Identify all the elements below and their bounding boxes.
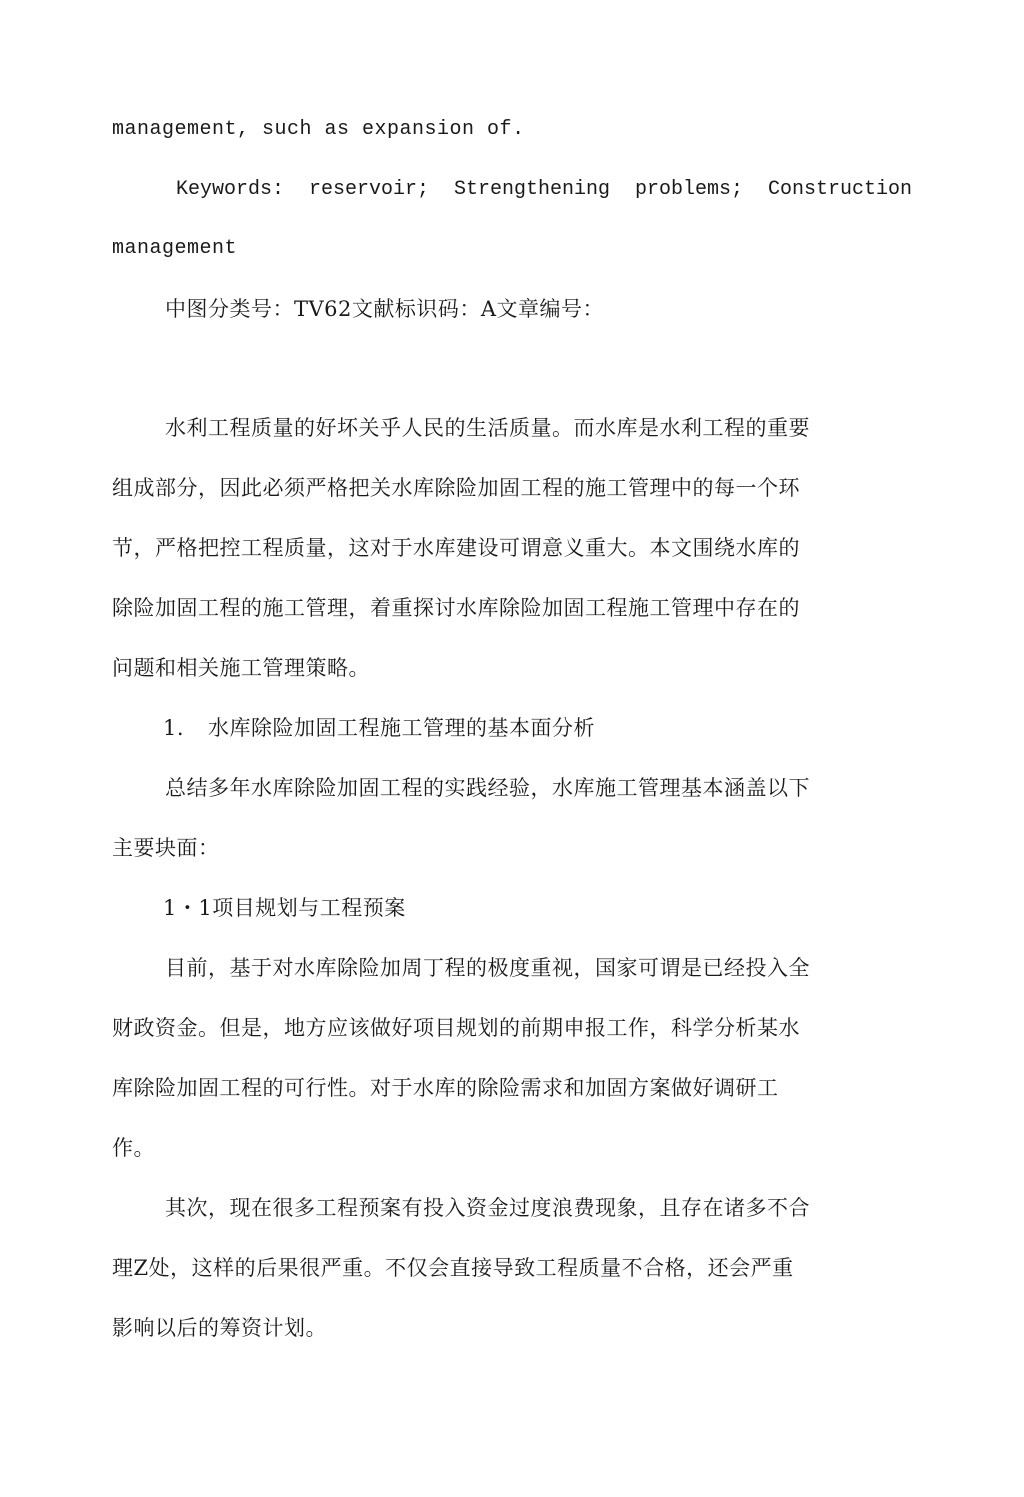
paragraph-a-line-3: 库除险加固工程的可行性。对于水库的除险需求和加固方案做好调研工 bbox=[112, 1076, 779, 1100]
subsection-1-1-title: 1・1项目规划与工程预案 bbox=[163, 896, 406, 920]
keyword-term: Strengthening bbox=[453, 178, 610, 201]
keywords-line bbox=[176, 176, 912, 204]
keyword-term: Construction bbox=[767, 178, 912, 201]
intro-line-4: 除险加固工程的施工管理，着重探讨水库除险加固工程施工管理中存在的 bbox=[112, 596, 800, 620]
intro-line-3: 节，严格把控工程质量，这对于水库建设可谓意义重大。本文围绕水库的 bbox=[112, 536, 800, 560]
keyword-term: reservoir; bbox=[308, 178, 430, 201]
paragraph-b-line-1: 其次，现在很多工程预案有投入资金过度浪费现象，且存在诸多不合 bbox=[165, 1196, 810, 1220]
paragraph-a-line-1: 目前，基于对水库除险加周丁程的极度重视，国家可谓是已经投入全 bbox=[165, 956, 810, 980]
paragraph-a-line-2: 财政资金。但是，地方应该做好项目规划的前期申报工作，科学分析某水 bbox=[112, 1016, 800, 1040]
paragraph-a-line-4: 作。 bbox=[112, 1136, 155, 1160]
intro-line-5: 问题和相关施工管理策略。 bbox=[112, 656, 370, 680]
keyword-term: problems; bbox=[634, 178, 743, 201]
intro-line-2: 组成部分，因此必须严格把关水库除险加固工程的施工管理中的每一个环 bbox=[112, 476, 800, 500]
section-1-para-line-2: 主要块面： bbox=[112, 836, 220, 860]
paragraph-b-line-3: 影响以后的筹资计划。 bbox=[112, 1316, 327, 1340]
keywords-continuation: management bbox=[112, 237, 238, 260]
abstract-tail-text: management, such as expansion of. bbox=[112, 118, 525, 141]
section-1-number: 1. bbox=[163, 716, 185, 740]
section-1-para-line-1: 总结多年水库除险加固工程的实践经验，水库施工管理基本涵盖以下 bbox=[165, 776, 810, 800]
classification-line: 中图分类号：TV62文献标识码：A文章编号： bbox=[165, 297, 605, 321]
intro-line-1: 水利工程质量的好坏关乎人民的生活质量。而水库是水利工程的重要 bbox=[165, 416, 810, 440]
paragraph-b-line-2: 理Z处，这样的后果很严重。不仅会直接导致工程质量不合格，还会严重 bbox=[112, 1256, 794, 1280]
section-1-title: 水库除险加固工程施工管理的基本面分析 bbox=[208, 716, 595, 740]
keywords-label: Keywords: bbox=[176, 178, 285, 201]
